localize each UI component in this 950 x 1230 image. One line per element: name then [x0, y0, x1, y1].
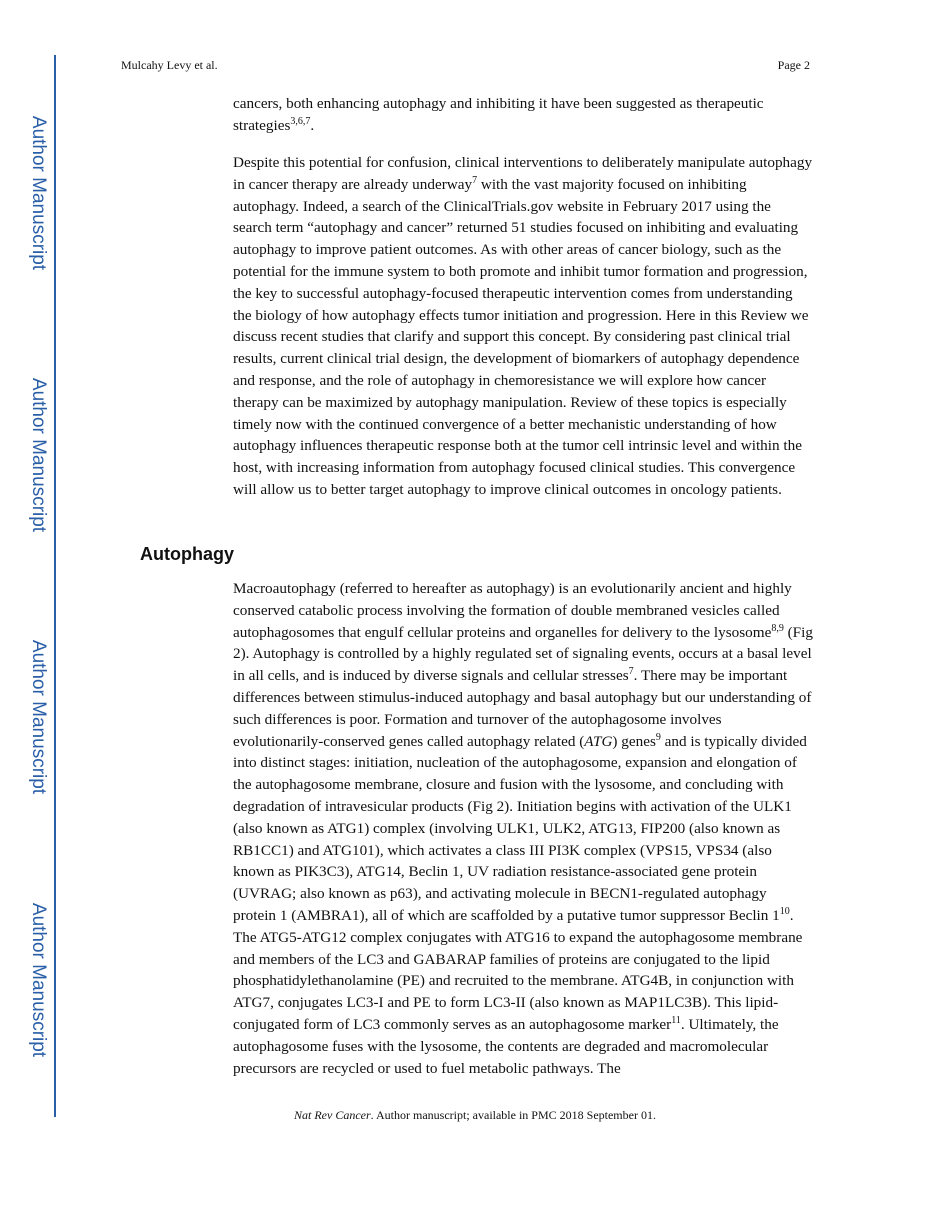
section-heading-autophagy: Autophagy: [140, 544, 234, 564]
paragraph-2: Despite this potential for confusion, clinical interventions to deliberately manipulate autophagy in cancer therapy are already underway$^7$ with the vast majority focused on inhibiting autophagy. Indeed, a search of the ClinicalTrials.gov website in February 2017 using the search term “autophagy and cancer” returned 51 studies focused on inhibiting and evaluating autophagy to improve patient outcomes. As with other areas of cancer biology, such as the potential for the immune system to both promote and inhibit tumor formation and progression, the key to successful autophagy-focused therapeutic intervention comes from understanding the biology of how autophagy effects tumor initiation and progression. Here in this Review we discuss recent studies that clarify and support this concept. By considering past clinical trial results, current clinical trial design, the development of biomarkers of autophagy dependence and response, and the role of autophagy in chemoresistance we will explore how cancer therapy can be maximized by autophagy manipulation. Review of these topics is especially timely now with the continued convergence of a better mechanistic understanding of how autophagy influences therapeutic response both at the tumor cell intrinsic level and within the host, with increasing information from autophagy focused clinical studies. This convergence will allow us to better target autophagy to improve clinical outcomes in oncology patients.: [233, 154, 813, 498]
citation: 7: [628, 666, 634, 678]
citation: 3,6,7: [290, 115, 311, 127]
author-manuscript-label: Author Manuscript: [28, 639, 49, 795]
author-manuscript-label: Author Manuscript: [28, 377, 49, 533]
author-manuscript-label: Author Manuscript: [28, 902, 49, 1058]
paragraph-1: cancers, both enhancing autophagy and inhibiting it have been suggested as therapeutic strategies$^{3,6,7}$.: [233, 95, 764, 134]
citation: 11: [671, 1014, 681, 1026]
citation: 8,9: [771, 622, 784, 634]
side-rule: [54, 55, 56, 1117]
gene-name-italic: ATG: [584, 732, 613, 750]
page-number: Page 2: [777, 58, 810, 72]
author-manuscript-label: Author Manuscript: [28, 115, 49, 271]
citation: 7: [472, 174, 478, 186]
running-header-authors: Mulcahy Levy et al.: [121, 58, 218, 72]
citation: 10: [779, 905, 790, 917]
citation: 9: [655, 731, 661, 743]
paragraph-3: Macroautophagy (referred to hereafter as autophagy) is an evolutionarily ancient and highly conserved catabolic process involving the formation of double membraned vesicles called autophagosomes that engulf cellular proteins and organelles for delivery to the lysosome$^{8,9}$ (Fig 2). Autophagy is controlled by a highly regulated set of signaling events, occurs at a basal level in all cells, and is induced by diverse signals and cellular stresses$^7$. There may be important differences between stimulus-induced autophagy and basal autophagy but our understanding of such differences is poor. Formation and turnover of the autophagosome involves evolutionarily-conserved genes called autophagy related (ATG) genes$^9$ and is typically divided into distinct stages: initiation, nucleation of the autophagosome, expansion and elongation of the autophagosome membrane, closure and fusion with the lysosome, and concluding with degradation of intravesicular products (Fig 2). Initiation begins with activation of the ULK1 (also known as ATG1) complex (involving ULK1, ULK2, ATG13, FIP200 (also known as RB1CC1) and ATG101), which activates a class III PI3K complex (VPS15, VPS34 (also known as PIK3C3), ATG14, Beclin 1, UV radiation resistance-associated gene protein (UVRAG; also known as p63), and activating molecule in BECN1-regulated autophagy protein 1 (AMBRA1), all of which are scaffolded by a putative tumor suppressor Beclin $1^{10}$. The ATG5-ATG12 complex conjugates with ATG16 to expand the autophagosome membrane and members of the LC3 and GABARAP families of proteins are conjugated to the lipid phosphatidylethanolamine (PE) and recruited to the membrane. ATG4B, in conjunction with ATG7, conjugates LC3-I and PE to form LC3-II (also known as MAP1LC3B). This lipid-conjugated form of LC3 commonly serves as an autophagosome marker$^{11}$. Ultimately, the autophagosome fuses with the lysosome, the contents are degraded and macromolecular precursors are recycled or used to fuel metabolic pathways. The: [233, 580, 813, 1077]
page-footer: Nat Rev Cancer. Author manuscript; available in PMC 2018 September 01.: [294, 1108, 656, 1122]
journal-name: Nat Rev Cancer: [294, 1108, 371, 1122]
